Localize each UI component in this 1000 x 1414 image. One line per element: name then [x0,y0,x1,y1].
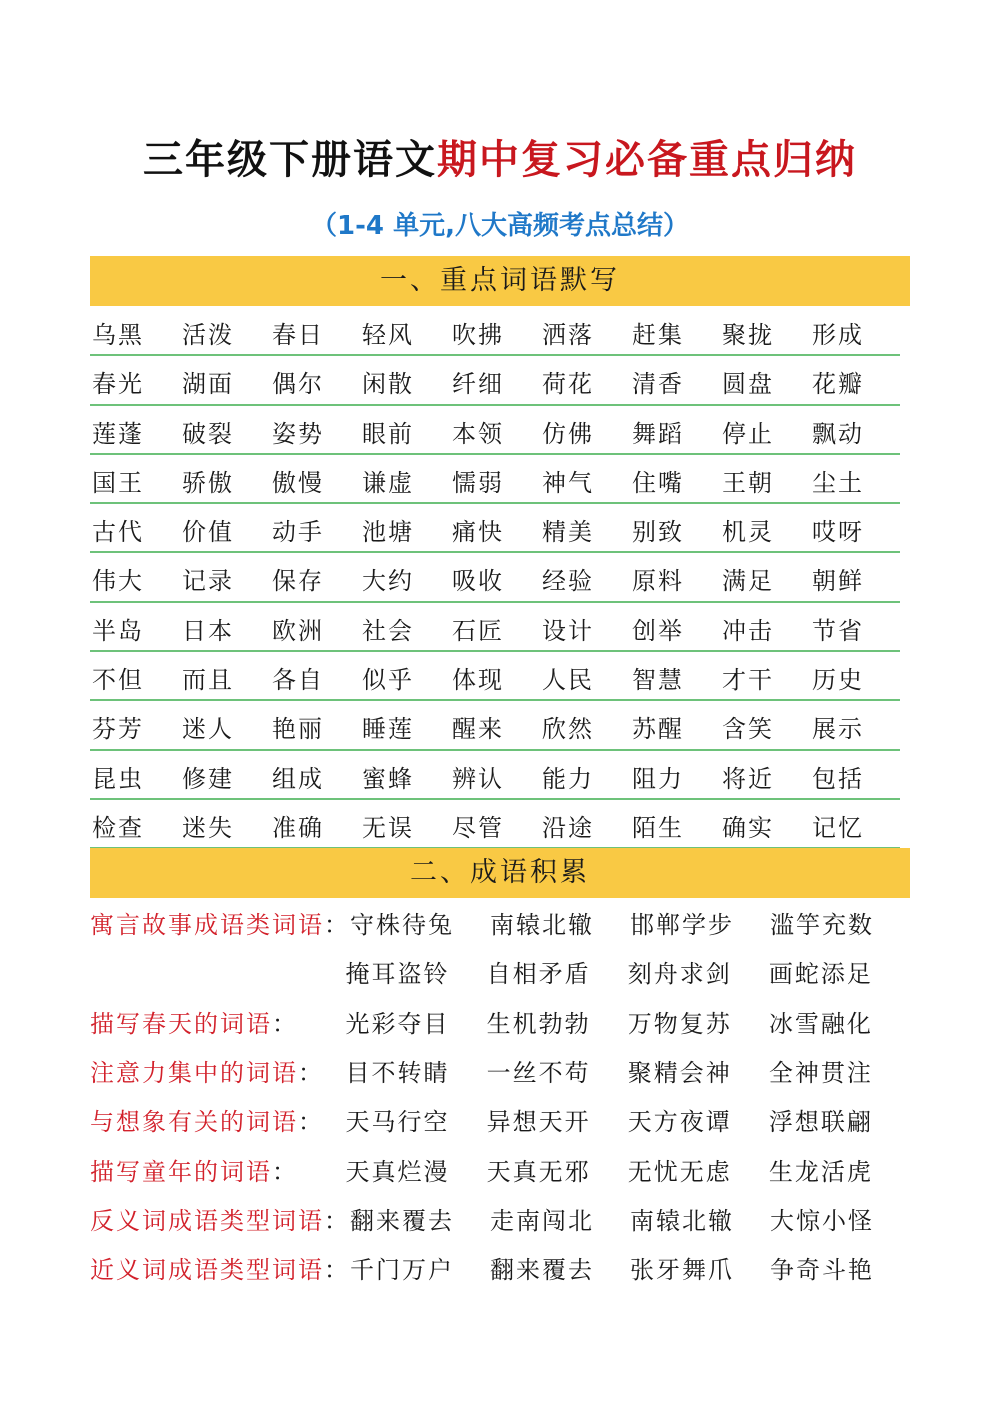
vocab-word: 精美 [542,518,594,547]
vocab-word: 能力 [542,764,594,793]
idiom-category-label [90,1250,350,1285]
idiom-item: 天马行空 [345,1108,450,1137]
idiom-row [90,1046,910,1095]
vocab-word: 苏醒 [632,715,684,744]
vocab-word: 艳丽 [272,715,324,744]
vocab-word: 日本 [182,616,234,645]
vocab-word: 住嘴 [632,468,684,497]
idiom-category-text: 描写童年的词语 [90,1157,272,1186]
idiom-category-text: 近义词成语类型词语 [90,1256,324,1285]
vocab-word: 原料 [632,567,684,596]
vocab-word: 石匠 [452,616,504,645]
vocab-row [90,655,900,704]
vocab-word: 历史 [812,666,864,695]
vocab-word: 仿佛 [542,419,594,448]
idiom-category-colon: ： [298,1059,324,1088]
vocab-word: 姿势 [272,419,324,448]
vocab-word: 芬芳 [92,715,144,744]
vocab-word: 智慧 [632,666,684,695]
vocab-word: 组成 [272,764,324,793]
idiom-item: 天真无邪 [486,1157,591,1186]
idiom-row [90,1194,910,1243]
vocab-row [90,359,900,408]
vocab-row [90,556,900,605]
vocab-word: 傲慢 [272,468,324,497]
vocab-row [90,507,900,556]
idiom-item: 翻来覆去 [490,1256,594,1285]
idiom-category-text: 描写春天的词语 [90,1009,272,1038]
section-header-idioms: 二、成语积累 [90,848,910,898]
idiom-item: 光彩夺目 [345,1009,450,1038]
vocab-word: 设计 [542,616,594,645]
vocab-word: 骄傲 [182,468,234,497]
idiom-item: 翻来覆去 [350,1206,454,1235]
vocab-word: 欧洲 [272,616,324,645]
idiom-category-label [90,1004,346,1039]
vocab-word: 形成 [812,321,864,349]
vocab-word: 醒来 [452,715,504,744]
vocab-word: 动手 [272,518,324,547]
vocab-word: 春光 [92,370,144,399]
vocab-word: 吸收 [452,567,504,596]
idiom-item: 一丝不苟 [486,1059,591,1088]
vocab-row [90,803,900,852]
vocab-word: 包括 [812,764,864,793]
idiom-category-text: 寓言故事成语类词语 [90,911,324,940]
vocab-word: 阻力 [632,764,684,793]
vocab-word: 准确 [272,813,324,842]
vocab-word: 似乎 [362,666,414,695]
idiom-item: 浮想联翩 [768,1108,873,1137]
vocab-word: 痛快 [452,518,504,547]
vocab-word: 哎呀 [812,518,864,547]
idiom-item: 天真烂漫 [345,1157,450,1186]
idiom-category-colon: ： [324,1256,350,1285]
vocab-word: 记忆 [812,813,864,842]
vocab-word: 神气 [542,468,594,497]
vocab-word: 机灵 [722,518,774,547]
idiom-category-colon: ： [298,1108,324,1137]
vocab-word: 欣然 [542,715,594,744]
vocab-word: 人民 [542,666,594,695]
idiom-category-label [90,1053,346,1088]
idiom-item: 掩耳盗铃 [345,960,450,989]
idiom-row [90,997,910,1046]
idiom-row [90,898,910,947]
vocab-word: 乌黑 [92,321,144,349]
vocab-word: 社会 [362,616,414,645]
idiom-item: 全神贯注 [768,1059,873,1088]
vocab-word: 修建 [182,764,234,793]
vocab-word: 才干 [722,666,774,695]
idiom-item: 千门万户 [350,1256,454,1285]
idiom-item: 大惊小怪 [770,1206,874,1235]
idiom-item: 生龙活虎 [768,1157,873,1186]
idiom-category-text: 反义词成语类型词语 [90,1206,324,1235]
vocab-word: 国王 [92,468,144,497]
idiom-category-label [90,1201,350,1236]
vocab-word: 古代 [92,518,144,547]
idiom-item: 异想天开 [486,1108,591,1137]
vocab-word: 沿途 [542,813,594,842]
vocab-word: 活泼 [182,321,234,349]
vocab-word: 吹拂 [452,321,504,349]
vocab-word: 谦虚 [362,468,414,497]
vocab-word: 圆盘 [722,370,774,399]
idiom-item: 万物复苏 [627,1009,732,1038]
idiom-category-colon: ： [272,1009,298,1038]
vocab-word: 节省 [812,616,864,645]
vocab-word: 蜜蜂 [362,764,414,793]
idiom-item: 聚精会神 [627,1059,732,1088]
vocab-row [90,606,900,655]
vocab-word: 半岛 [92,616,144,645]
vocab-word: 聚拢 [722,321,774,349]
vocab-word: 不但 [92,666,144,695]
vocab-word: 无误 [362,813,414,842]
idiom-item: 目不转睛 [345,1059,450,1088]
idiom-category-colon: ： [272,1157,298,1186]
vocab-word: 清香 [632,370,684,399]
vocab-word: 冲击 [722,616,774,645]
vocab-word: 懦弱 [452,468,504,497]
idiom-item: 刻舟求剑 [627,960,732,989]
vocab-word: 价值 [182,518,234,547]
vocab-word: 大约 [362,567,414,596]
vocab-word: 含笑 [722,715,774,744]
idiom-category-text: 与想象有关的词语 [90,1108,298,1137]
idiom-item: 冰雪融化 [768,1009,873,1038]
vocab-word: 而且 [182,666,234,695]
vocab-word: 展示 [812,715,864,744]
vocab-row [90,458,900,507]
section-header-vocabulary: 一、重点词语默写 [90,256,910,306]
page-subtitle: （1-4 单元,八大高频考点总结） [311,211,689,241]
vocab-word: 偶尔 [272,370,324,399]
title-red-part: 期中复习必备重点归纳 [437,137,857,183]
idiom-category-colon: ： [324,911,350,940]
vocab-word: 尽管 [452,813,504,842]
idiom-category-colon: ： [324,1206,350,1235]
idiom-list [90,898,910,1292]
vocab-word: 洒落 [542,321,594,349]
vocab-word: 纤细 [452,370,504,399]
idiom-item: 争奇斗艳 [770,1256,874,1285]
idiom-item: 画蛇添足 [768,960,873,989]
vocab-word: 检查 [92,813,144,842]
vocab-word: 睡莲 [362,715,414,744]
idiom-row [90,947,910,996]
vocab-word: 湖面 [182,370,234,399]
idiom-item: 南辕北辙 [630,1206,734,1235]
vocab-word: 王朝 [722,468,774,497]
page-title [0,132,1000,188]
idiom-category-text: 注意力集中的词语 [90,1059,298,1088]
idiom-item: 生机勃勃 [486,1009,591,1038]
vocab-word: 闲散 [362,370,414,399]
vocab-word: 赶集 [632,321,684,349]
vocab-row [90,310,900,359]
vocab-word: 辨认 [452,764,504,793]
idiom-item: 守株待兔 [350,911,454,940]
vocab-word: 经验 [542,567,594,596]
title-black-part: 三年级下册语文 [143,137,437,183]
idiom-row [90,1144,910,1193]
vocab-word: 花瓣 [812,370,864,399]
vocab-word: 陌生 [632,813,684,842]
idiom-item: 自相矛盾 [486,960,591,989]
vocab-word: 舞蹈 [632,419,684,448]
vocab-word: 轻风 [362,321,414,349]
vocab-word: 体现 [452,666,504,695]
vocab-word: 飘动 [812,419,864,448]
idiom-item: 张牙舞爪 [630,1256,734,1285]
vocab-word: 各自 [272,666,324,695]
vocab-word: 将近 [722,764,774,793]
vocab-word: 荷花 [542,370,594,399]
idiom-item: 南辕北辙 [490,911,594,940]
idiom-category-label [90,1102,346,1137]
vocab-word: 别致 [632,518,684,547]
vocabulary-grid [90,310,900,852]
vocab-word: 保存 [272,567,324,596]
vocab-word: 满足 [722,567,774,596]
vocab-word: 池塘 [362,518,414,547]
vocab-row [90,754,900,803]
idiom-item: 邯郸学步 [630,911,734,940]
idiom-item: 天方夜谭 [627,1108,732,1137]
vocab-word: 迷人 [182,715,234,744]
vocab-word: 破裂 [182,419,234,448]
idiom-row [90,1095,910,1144]
vocab-word: 莲蓬 [92,419,144,448]
vocab-word: 停止 [722,419,774,448]
vocab-word: 确实 [722,813,774,842]
vocab-row [90,704,900,753]
vocab-word: 昆虫 [92,764,144,793]
vocab-word: 记录 [182,567,234,596]
vocab-word: 迷失 [182,813,234,842]
idiom-row [90,1243,910,1292]
idiom-item: 滥竽充数 [770,911,874,940]
vocab-word: 本领 [452,419,504,448]
idiom-item: 无忧无虑 [627,1157,732,1186]
vocab-word: 朝鲜 [812,567,864,596]
vocab-word: 春日 [272,321,324,349]
vocab-word: 伟大 [92,567,144,596]
vocab-word: 眼前 [362,419,414,448]
idiom-item: 走南闯北 [490,1206,594,1235]
idiom-category-label [90,905,350,940]
idiom-category-label [90,1152,346,1187]
vocab-row [90,409,900,458]
vocab-word: 创举 [632,616,684,645]
vocab-word: 尘土 [812,468,864,497]
